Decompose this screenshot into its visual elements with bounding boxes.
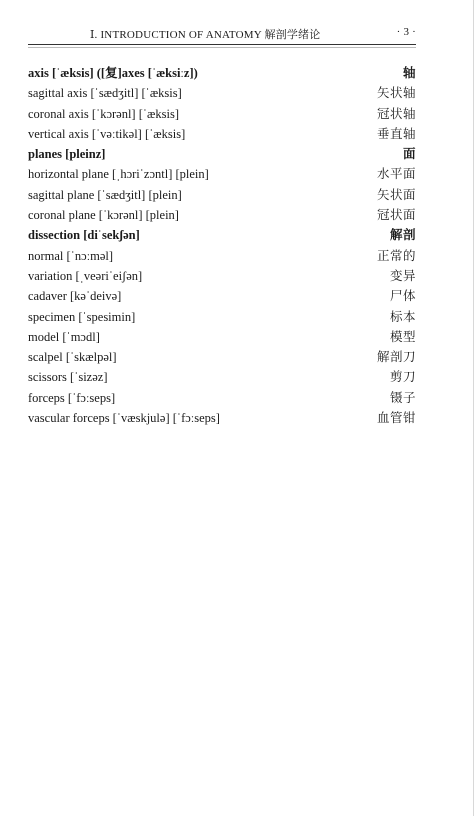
vocabulary-list (28, 63, 416, 428)
header-rule-thin (28, 47, 416, 48)
vocab-entry (28, 144, 416, 164)
english-term: vertical axis [ˈvəːtikəl] [ˈæksis] (28, 126, 186, 141)
chinese-term: 冠状面 (376, 207, 416, 223)
english-term: horizontal plane [ˌhɔriˈzɔntl] [plein] (28, 167, 209, 182)
chinese-term: 解剖刀 (376, 349, 416, 365)
chinese-term: 模型 (389, 328, 416, 344)
english-term: coronal plane [ˈkɔrənl] [plein] (28, 208, 179, 223)
chinese-term: 轴 (402, 65, 416, 80)
vocab-entry (28, 246, 416, 266)
chapter-title: Ⅰ. INTRODUCTION OF ANATOMY 解剖学绪论 (90, 29, 321, 41)
vocab-entry (28, 185, 416, 205)
vocab-entry (28, 225, 416, 245)
chinese-term: 水平面 (376, 166, 416, 182)
chinese-term: 变异 (389, 267, 416, 283)
chinese-term: 解剖 (389, 227, 416, 243)
english-term: scissors [ˈsizəz] (28, 370, 108, 385)
page-number: · 3 · (396, 26, 416, 38)
vocab-entry (28, 104, 416, 124)
chinese-term: 血管钳 (376, 410, 416, 426)
english-term: sagittal plane [ˈsædʒitl] [plein] (28, 187, 182, 202)
english-term: planes [pleinz] (28, 147, 106, 162)
vocab-entry (28, 164, 416, 184)
vocab-entry (28, 408, 416, 428)
vocab-entry (28, 83, 416, 103)
vocab-entry (28, 347, 416, 367)
vocab-entry (28, 388, 416, 408)
english-term: cadaver [kəˈdeivə] (28, 289, 122, 304)
running-header (28, 22, 416, 42)
chinese-term: 正常的 (376, 247, 416, 263)
vocab-entry (28, 63, 416, 83)
english-term: specimen [ˈspesimin] (28, 309, 136, 324)
vocab-entry (28, 205, 416, 225)
chinese-term: 剪刀 (389, 369, 416, 385)
vocab-entry (28, 286, 416, 306)
vocab-entry (28, 124, 416, 144)
english-term: vascular forceps [ˈvæskjulə] [ˈfɔːseps] (28, 411, 220, 426)
english-term: axis [ˈæksis] ([复]axes [ˈæksiːz]) (28, 66, 198, 80)
english-term: coronal axis [ˈkɔrənl] [ˈæksis] (28, 106, 179, 121)
chinese-term: 尸体 (389, 288, 416, 304)
header-rule (28, 44, 416, 45)
vocab-entry (28, 266, 416, 286)
vocab-entry (28, 327, 416, 347)
english-term: sagittal axis [ˈsædʒitl] [ˈæksis] (28, 86, 182, 101)
english-term: scalpel [ˈskælpəl] (28, 350, 117, 365)
chinese-term: 镊子 (389, 389, 416, 405)
chinese-term: 面 (402, 146, 416, 162)
chinese-term: 标本 (389, 308, 416, 324)
english-term: variation [ˌveəriˈeiʃən] (28, 268, 143, 283)
english-term: forceps [ˈfɔːseps] (28, 390, 116, 405)
chinese-term: 矢状轴 (376, 85, 416, 101)
chinese-term: 垂直轴 (376, 125, 416, 141)
english-term: normal [ˈnɔːməl] (28, 248, 114, 263)
chinese-term: 冠状轴 (376, 105, 416, 121)
english-term: model [ˈmɔdl] (28, 329, 100, 344)
english-term: dissection [diˈsekʃən] (28, 228, 140, 243)
chinese-term: 矢状面 (376, 186, 416, 202)
vocab-entry (28, 307, 416, 327)
vocab-entry (28, 367, 416, 387)
